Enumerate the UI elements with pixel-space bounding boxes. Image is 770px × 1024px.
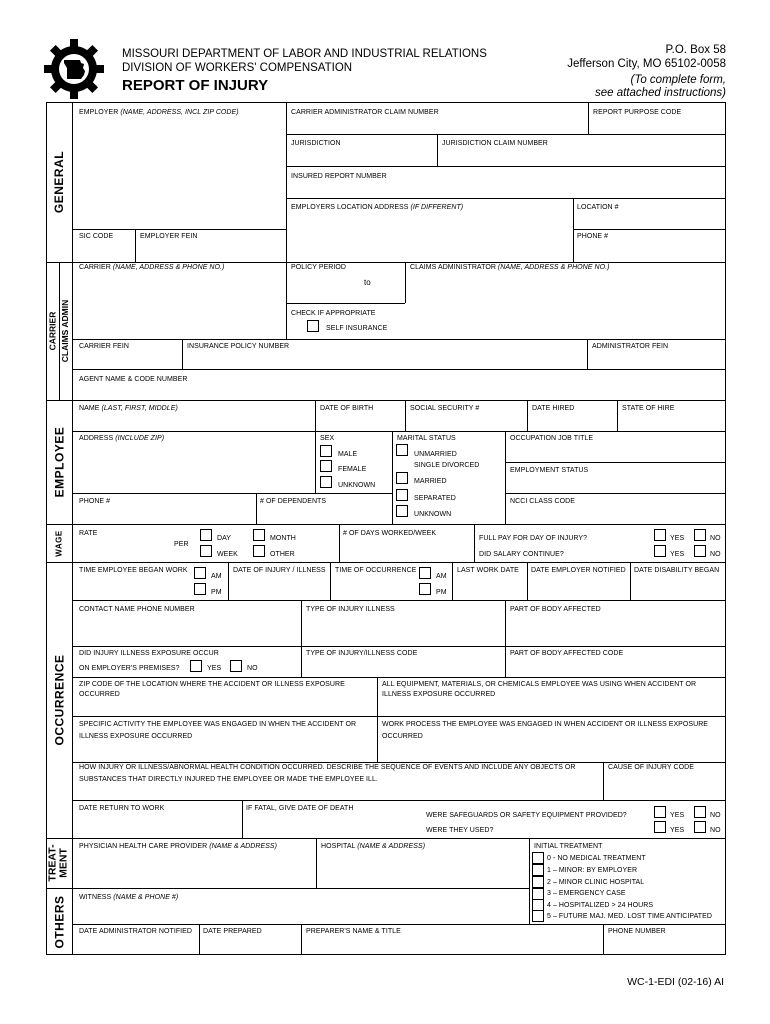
salary-continue-no-checkbox[interactable] <box>694 545 706 557</box>
treatment-4-label: 4 – HOSPITALIZED > 24 HOURS <box>547 902 654 909</box>
employer-field[interactable]: EMPLOYER (NAME, ADDRESS, INCL ZIP CODE) <box>79 109 239 116</box>
date-admin-notified-field[interactable]: DATE ADMINISTRATOR NOTIFIED <box>79 928 192 935</box>
per-month-checkbox[interactable] <box>253 529 265 541</box>
date-prepared-field[interactable]: DATE PREPARED <box>203 928 262 935</box>
employer-phone-field[interactable]: PHONE # <box>577 233 609 240</box>
check-if-appropriate: CHECK IF APPROPRIATE <box>291 310 376 317</box>
city-address: Jefferson City, MO 65102-0058 <box>567 58 726 70</box>
used-yes-label: YES <box>670 827 685 834</box>
marital-unknown-label: UNKNOWN <box>414 511 452 518</box>
female-checkbox[interactable] <box>320 460 332 472</box>
separated-label: SEPARATED <box>414 495 456 502</box>
were-used-question: WERE THEY USED? <box>426 827 494 834</box>
treatment-1-label: 1 – MINOR: BY EMPLOYER <box>547 867 638 874</box>
carrier-admin-claim-field[interactable]: CARRIER ADMINISTRATOR CLAIM NUMBER <box>291 109 439 116</box>
used-yes-checkbox[interactable] <box>654 821 666 833</box>
treatment-3-label: 3 – EMERGENCY CASE <box>547 890 626 897</box>
employee-phone-field[interactable]: PHONE # <box>79 498 111 505</box>
self-insurance-checkbox[interactable] <box>307 320 319 332</box>
occupation-field[interactable]: OCCUPATION JOB TITLE <box>510 435 594 442</box>
division-name: DIVISION OF WORKERS' COMPENSATION <box>122 62 353 74</box>
state-seal-logo <box>43 38 105 100</box>
form-id: WC-1-EDI (02-16) AI <box>627 976 724 988</box>
time-began-work-field[interactable]: TIME EMPLOYEE BEGAN WORK <box>79 567 188 574</box>
full-pay-no-label: NO <box>710 535 721 542</box>
separated-checkbox[interactable] <box>396 489 408 501</box>
per-other-label: OTHER <box>270 551 295 558</box>
po-box: P.O. Box 58 <box>665 44 726 56</box>
section-general: GENERAL <box>52 150 67 214</box>
began-am-label: AM <box>211 573 222 580</box>
sex-unknown-label: UNKNOWN <box>338 482 376 489</box>
jurisdiction-claim-field[interactable]: JURISDICTION CLAIM NUMBER <box>442 140 548 147</box>
treatment-0-checkbox[interactable] <box>532 852 544 864</box>
per-day-checkbox[interactable] <box>200 529 212 541</box>
per-month-label: MONTH <box>270 535 296 542</box>
began-pm-checkbox[interactable] <box>194 583 206 595</box>
type-of-injury-field[interactable]: TYPE OF INJURY ILLNESS <box>306 606 395 613</box>
married-checkbox[interactable] <box>396 472 408 484</box>
work-process-field[interactable]: WORK PROCESS THE EMPLOYEE WAS ENGAGED IN WHEN ACCIDENT OR ILLNESS EXPOSURE OCCURRED <box>382 721 709 740</box>
sex-label: SEX <box>320 435 335 442</box>
state-of-hire-field[interactable]: STATE OF HIRE <box>622 405 675 412</box>
contact-name-field[interactable]: CONTACT NAME PHONE NUMBER <box>79 606 195 613</box>
per-day-label: DAY <box>217 535 232 542</box>
policy-period-to: to <box>364 278 371 287</box>
salary-continue-no-label: NO <box>710 551 721 558</box>
male-checkbox[interactable] <box>320 445 332 457</box>
occurrence-am-checkbox[interactable] <box>419 567 431 579</box>
per-label: PER <box>174 541 189 548</box>
treatment-1-checkbox[interactable] <box>532 864 544 876</box>
safeguards-question: WERE SAFEGUARDS OR SAFETY EQUIPMENT PROVIDED? <box>426 812 627 819</box>
witness-field[interactable]: WITNESS (NAME & PHONE #) <box>79 894 179 901</box>
section-others: OTHERS <box>52 894 67 949</box>
began-am-checkbox[interactable] <box>194 567 206 579</box>
premises-no-label: NO <box>247 665 258 672</box>
instructions-line-1: (To complete form, <box>630 74 726 86</box>
per-week-checkbox[interactable] <box>200 545 212 557</box>
safeguards-yes-checkbox[interactable] <box>654 806 666 818</box>
treatment-0-label: 0 - NO MEDICAL TREATMENT <box>547 855 646 862</box>
location-number-field[interactable]: LOCATION # <box>577 204 619 211</box>
premises-yes-checkbox[interactable] <box>190 660 202 672</box>
sex-unknown-checkbox[interactable] <box>320 476 332 488</box>
carrier-field[interactable]: CARRIER (NAME, ADDRESS & PHONE NO.) <box>79 264 225 271</box>
salary-continue-yes-checkbox[interactable] <box>654 545 666 557</box>
sic-code-field[interactable]: SIC CODE <box>79 233 114 240</box>
claims-admin-field[interactable]: CLAIMS ADMINISTRATOR (NAME, ADDRESS & PHONE NO.) <box>410 264 610 271</box>
equipment-field[interactable]: ALL EQUIPMENT, MATERIALS, OR CHEMICALS EMPLOYEE WAS USING WHEN ACCIDENT OR ILLNESS EXPOSURE OCCURRED <box>382 681 697 698</box>
specific-activity-field[interactable]: SPECIFIC ACTIVITY THE EMPLOYEE WAS ENGAGED IN WHEN THE ACCIDENT OR ILLNESS EXPOSURE OCCURRED <box>79 721 357 740</box>
treatment-5-checkbox[interactable] <box>532 910 544 922</box>
report-purpose-code-field[interactable]: REPORT PURPOSE CODE <box>593 109 682 116</box>
unmarried-label: UNMARRIED <box>414 451 457 458</box>
date-return-to-work-field[interactable]: DATE RETURN TO WORK <box>79 805 165 812</box>
date-of-injury-field[interactable]: DATE OF INJURY / ILLNESS <box>233 567 326 574</box>
zip-location-field[interactable]: ZIP CODE OF THE LOCATION WHERE THE ACCIDENT OR ILLNESS EXPOSURE OCCURRED <box>79 681 345 698</box>
employee-address-field[interactable]: ADDRESS (INCLUDE ZIP) <box>79 435 165 442</box>
ssn-field[interactable]: SOCIAL SECURITY # <box>410 405 480 412</box>
safeguards-no-label: NO <box>710 812 721 819</box>
marital-status-label: MARITAL STATUS <box>397 435 456 442</box>
section-wage: WAGE <box>54 529 64 557</box>
did-injury-occur-label: DID INJURY ILLNESS EXPOSURE OCCUR <box>79 650 219 657</box>
unmarried-checkbox[interactable] <box>396 444 408 456</box>
cause-of-injury-code-field[interactable]: CAUSE OF INJURY CODE <box>608 764 694 771</box>
policy-period-field[interactable]: POLICY PERIOD <box>291 264 346 271</box>
used-no-checkbox[interactable] <box>694 821 706 833</box>
per-other-checkbox[interactable] <box>253 545 265 557</box>
date-hired-field[interactable]: DATE HIRED <box>532 405 575 412</box>
salary-continue-yes-label: YES <box>670 551 685 558</box>
safeguards-no-checkbox[interactable] <box>694 806 706 818</box>
date-of-death-field[interactable]: IF FATAL, GIVE DATE OF DEATH <box>246 805 354 812</box>
days-worked-field[interactable]: # OF DAYS WORKED/WEEK <box>343 530 437 537</box>
last-work-date-field[interactable]: LAST WORK DATE <box>457 567 519 574</box>
female-label: FEMALE <box>338 466 367 473</box>
occurrence-pm-checkbox[interactable] <box>419 583 431 595</box>
occurrence-am-label: AM <box>436 573 447 580</box>
administrator-fein-field[interactable]: ADMINISTRATOR FEIN <box>592 343 669 350</box>
occurrence-pm-label: PM <box>436 589 447 596</box>
instructions-line-2: see attached instructions) <box>594 87 726 99</box>
employers-location-field[interactable]: EMPLOYERS LOCATION ADDRESS (IF DIFFERENT) <box>291 204 464 211</box>
type-of-injury-code-field[interactable]: TYPE OF INJURY/ILLNESS CODE <box>306 650 418 657</box>
agent-name-field[interactable]: AGENT NAME & CODE NUMBER <box>79 376 188 383</box>
rate-field[interactable]: RATE <box>79 530 98 537</box>
full-pay-no-checkbox[interactable] <box>694 529 706 541</box>
phone-number-field[interactable]: PHONE NUMBER <box>608 928 666 935</box>
self-insurance-label: SELF INSURANCE <box>326 325 388 332</box>
part-of-body-field[interactable]: PART OF BODY AFFECTED <box>510 606 601 613</box>
insured-report-field[interactable]: INSURED REPORT NUMBER <box>291 173 387 180</box>
physician-field[interactable]: PHYSICIAN HEALTH CARE PROVIDER (NAME & ADDRESS) <box>79 843 278 850</box>
carrier-fein-field[interactable]: CARRIER FEIN <box>79 343 129 350</box>
ncci-class-code-field[interactable]: NCCI CLASS CODE <box>510 498 575 505</box>
began-pm-label: PM <box>211 589 222 596</box>
form-title: REPORT OF INJURY <box>122 77 269 94</box>
department-name: MISSOURI DEPARTMENT OF LABOR AND INDUSTRIAL RELATIONS <box>122 48 487 60</box>
salary-continue-question: DID SALARY CONTINUE? <box>479 551 564 558</box>
safeguards-yes-label: YES <box>670 812 685 819</box>
marital-unknown-checkbox[interactable] <box>396 505 408 517</box>
full-pay-question: FULL PAY FOR DAY OF INJURY? <box>479 535 588 542</box>
hospital-field[interactable]: HOSPITAL (NAME & ADDRESS) <box>321 843 426 850</box>
per-week-label: WEEK <box>217 551 238 558</box>
premises-yes-label: YES <box>207 665 222 672</box>
male-label: MALE <box>338 451 358 458</box>
single-divorced-label: SINGLE DIVORCED <box>414 462 480 469</box>
date-employer-notified-field[interactable]: DATE EMPLOYER NOTIFIED <box>531 567 626 574</box>
premises-no-checkbox[interactable] <box>230 660 242 672</box>
on-premises-question: ON EMPLOYER'S PREMISES? <box>79 665 180 672</box>
section-treatment: TREAT- MENT <box>47 844 71 882</box>
full-pay-yes-label: YES <box>670 535 685 542</box>
section-claims-admin: CLAIMS ADMIN <box>60 299 71 363</box>
treatment-2-label: 2 – MINOR CLINIC HOSPITAL <box>547 879 645 886</box>
preparer-field[interactable]: PREPARER'S NAME & TITLE <box>306 928 401 935</box>
insurance-policy-field[interactable]: INSURANCE POLICY NUMBER <box>187 343 290 350</box>
time-of-occurrence-field[interactable]: TIME OF OCCURRENCE <box>335 567 417 574</box>
section-employee: EMPLOYEE <box>52 426 66 498</box>
married-label: MARRIED <box>414 478 447 485</box>
date-of-birth-field[interactable]: DATE OF BIRTH <box>320 405 374 412</box>
treatment-5-label: 5 – FUTURE MAJ. MED. LOST TIME ANTICIPATED <box>547 913 712 920</box>
treatment-2-checkbox[interactable] <box>532 876 544 888</box>
date-disability-began-field[interactable]: DATE DISABILITY BEGAN <box>634 567 720 574</box>
employee-name-field[interactable]: NAME (LAST, FIRST, MIDDLE) <box>79 405 178 412</box>
used-no-label: NO <box>710 827 721 834</box>
employer-fein-field[interactable]: EMPLOYER FEIN <box>140 233 198 240</box>
jurisdiction-field[interactable]: JURISDICTION <box>291 140 341 147</box>
part-of-body-code-field[interactable]: PART OF BODY AFFECTED CODE <box>510 650 624 657</box>
dependents-field[interactable]: # OF DEPENDENTS <box>260 498 327 505</box>
full-pay-yes-checkbox[interactable] <box>654 529 666 541</box>
section-carrier: CARRIER <box>47 311 58 351</box>
section-occurrence: OCCURRENCE <box>52 654 67 746</box>
how-injury-occurred-field[interactable]: HOW INJURY OR ILLNESS/ABNORMAL HEALTH CONDITION OCCURRED. DESCRIBE THE SEQUENCE OF EVENTS AND INCLUDE ANY OBJECTS OR SUBSTANCES THAT DIRECTLY INJURED THE EMPLOYEE OR MADE THE EMPLOYEE ILL. <box>79 764 576 783</box>
initial-treatment-label: INITIAL TREATMENT <box>534 843 603 850</box>
employment-status-field[interactable]: EMPLOYMENT STATUS <box>510 467 589 474</box>
